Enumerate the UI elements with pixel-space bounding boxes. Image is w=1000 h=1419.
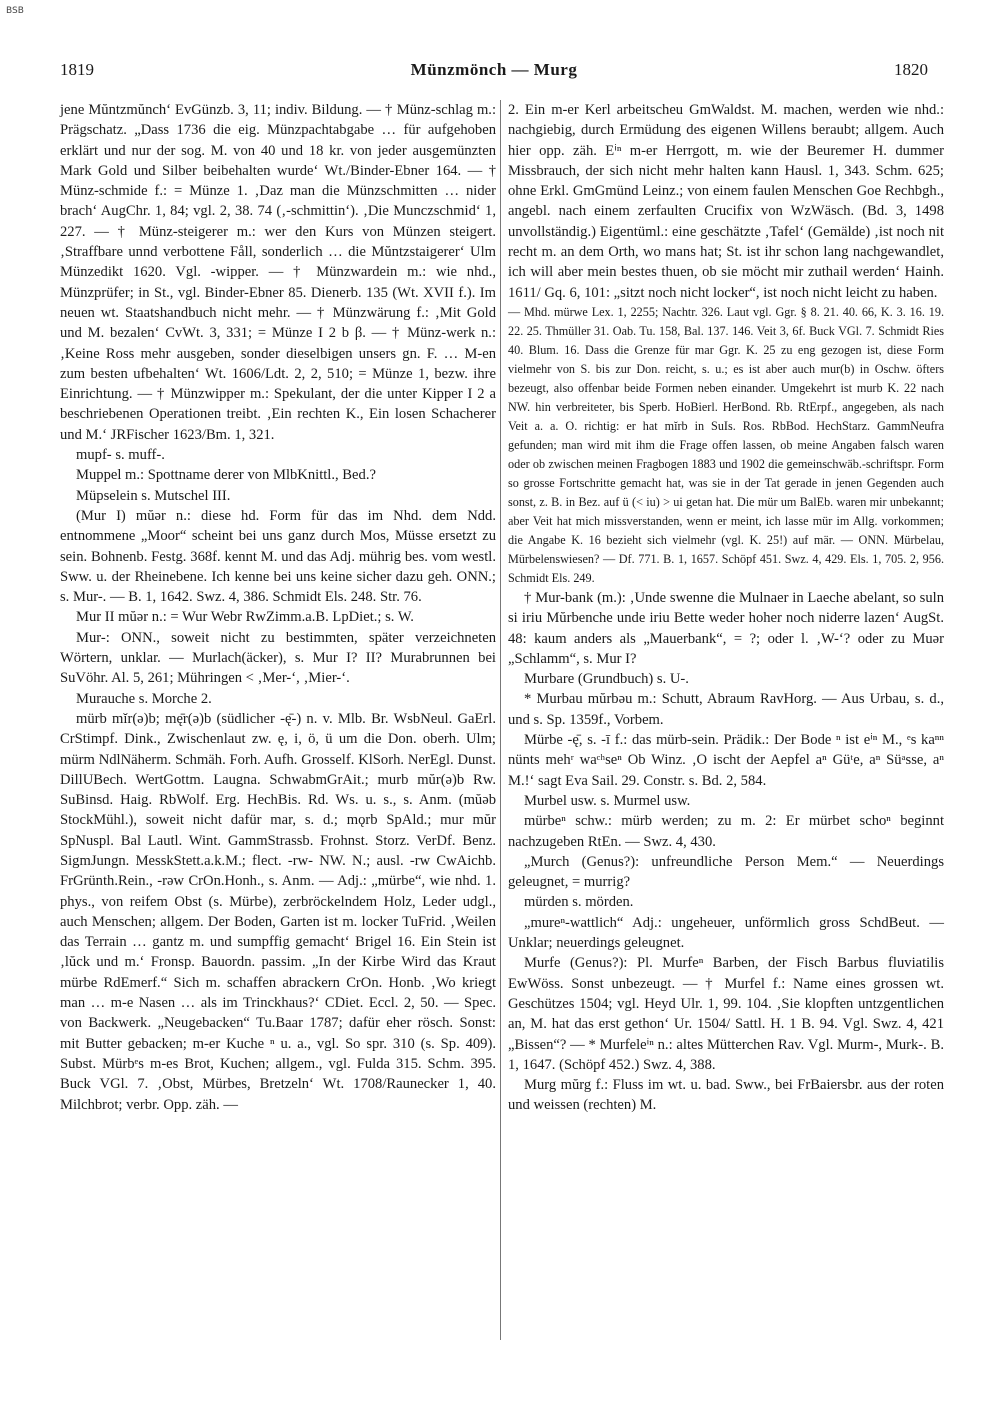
dictionary-entry: Murbel usw. s. Murmel usw. [524,792,691,809]
dictionary-entry: Mur II mŭər n.: = Wur Webr RwZimm.a.B. LpDiet.; s. W. [76,609,414,626]
dictionary-entry: * Murbau mŭrbəu m.: Schutt, Abraum RavHorg. — Aus Urbau, s. d., und s. Sp. 1359f., Vorbem. [508,691,944,728]
page-header [60,60,928,84]
dictionary-entry: mürbeⁿ schw.: mürb werden; zu m. 2: Er mürbet schoⁿ beginnt nachzugeben RtEn. — Swz. 4, 430. [508,813,944,850]
library-stamp: BSB [6,6,24,16]
dictionary-entry: mürden s. mörden. [524,894,634,911]
dictionary-entry: mürb mĭr(ə)b; mę̄r(ə)b (südlicher -ę̄-) n. v. Mlb. Br. WsbNeul. GaErl. CrStimpf. Dink., Zwischenlaut zw. ę, i, ö, ü um die Don. oberh. Ulm; mürm NdlNäherm. Schmäh. Forh. Aufh. Grosself. KlSorh. NerEgl. Dunst. DillUBech. WertGottm. Laugna. SchwabmGrAit.; murb mŭr(ə)b Rw. SuBinsd. Haig. RbWolf. Erg. HechBis. Rd. Ws. u. s., s. Anm. (mŭəb StockMühl.), soweit nicht dafür mar, s. d.; mǫrb SpAld.; mur mŭr SpNuspl. Bal Lautl. Wint. GammStrassb. Frohnst. Storz. VerDf. Benz. SigmJungn. MesskStett.a.k.M.; flect. -rw- NW. N.; ausl. -rw CwAichb. FrGrünth.Rein., -rəw CrOn.Honh., s. Anm. — Adj.: „mürbe“, wie nhd. 1. phys., von reifem Obst (s. Mürbe), zerbröckelndem Holz, Leder udgl., auch Menschen; allgem. Der Boden, Garten ist m. locker TuFrid. ‚Weilen das Terrain … gantz m. und sumpffig gemacht‘ Brigel 16. Ein Stein ist ‚lŭck und m.‘ Fronsp. Bauordn. passim. „In der Kirbe Wird das Kraut mürbe RdEmerf.“ Sich m. schaffen abrackern CrOn. Honb. ‚Wo kriegt man … m-e Nasen … als im Trinckhaus?‘ CDiet. Eccl. 2, 50. — Spec. von Backwerk. „Neugebacken“ Tu.Baar 1787; dafür eher rösch. Sonst: mit Butter gebacken; m-er Kuche ⁿ u. a., vgl. So spr. 310 (s. Sp. 409). Subst. Mürbᵉs m-es Brot, Kuchen; allgem., vgl. Fulda 315. Schm. 395. Buck VGl. 7. ‚Obst, Mürbes, Bretzeln‘ Wt. 1708/Raunecker 1, 40. Milchbrot; verbr. Opp. zäh. — [60,710,496,1113]
dictionary-entry: Murbare (Grundbuch) s. U-. [524,671,689,688]
dictionary-entry: † Mur-bank (m.): ‚Unde swenne die Mulnaer in Laeche abelant, so suln si iriu Mŭrbenche unde iriu Bette weder hoher noch niderre lazen‘ AugSt. 48: kaum anders als „Mauerbank“, = ?; oder l. ‚W-‘? oder zu Muər „Schlamm“, s. Mur I? [508,589,944,667]
dictionary-entry: Mürbe -ę̄, s. -ī f.: das mürb-sein. Prädik.: Der Bode ⁿ ist eⁱⁿ M., ᵉs kaⁿⁿ nünts mehʳ waᶜʰseⁿ Ob Winz. ‚O ischt der Aepfel aⁿ Güᵗe, aⁿ Süᵃsse, aⁿ M.!‘ sagt Eva Sail. 29. Constr. s. Bd. 2, 584. [508,732,944,789]
dictionary-entry: Müpselein s. Mutschel III. [76,487,231,504]
dictionary-entry: — Mhd. mürwe Lex. 1, 2255; Nachtr. 326. Laut vgl. Ggr. § 8. 21. 40. 66, K. 3. 16. 19. 22. 25. Thmüller 31. Oab. Tu. 158, Bal. 137. 146. Veit 3, 6f. Buck VGl. 7. Schmidt Ries 40. Blum. 16. Dass die Grenze für mar Ggr. K. 25 zu eng gezogen ist, diese Form vielmehr von S. bis zur Don. reicht, s. u.; es ist aber auch mur(b) in Oschw. öfters bezeugt, also offenbar beide Formen neben einander. Umgekehrt ist murb K. 22 nach NW. hin verbreiteter, bis Sperb. HoBierl. HerBond. Rb. RtErpf., angegeben, als nach Veit a. a. O. richtig: er hat mĭrb in SuIs. Ros. RbBod. HechStarz. GammNeufra gefunden; man wird mit ihm die Frage offen lassen, ob meine Angaben falsch waren oder ob zwischen meinen Fragbogen 1883 und 1902 die gemeinschwäb.-schriftspr. Form so grosse Fortschritte gemacht hat, was sie in der Tat gerade in jenen Gegenden auch sonst, z. B. in Bez. auf ü (< iu) > ui getan hat. Die mür um BalEb. waren mir unbekannt; aber Veit hat mich missverstanden, wenn er meint, ich lasse mür im Allg. vorkommen; die Angabe K. 16 bezieht sich vielmehr (vgl. K. 25!) auf mär. — ONN. Mürbelau, Mürbelenswiesen? — Df. 771. B. 1, 1657. Schöpf 451. Swz. 4, 429. Els. 1, 705. 2, 956. Schmidt Els. 249. [508,304,944,585]
left-column [60,100,496,1115]
page-number-right: 1820 [894,60,928,79]
running-title: Münzmönch — Murg [410,60,578,79]
page-number-left: 1819 [60,60,94,79]
dictionary-entry: (Mur I) mŭər n.: diese hd. Form für das im Nhd. dem Ndd. entnommene „Moor“ scheint bei uns ganz durch Mos, Müsse ersetzt zu sein. Bohnenb. Festg. 368f. kennt M. und das Adj. mührig bes. vom westl. Sww. u. der Rheinebene. Ich kenne bei uns keine sicher dazu geh. ONN.; s. Mur-. — B. 1, 1642. Swz. 4, 386. Schmidt Els. 248. Str. 76. [60,507,496,606]
dictionary-entry: Muppel m.: Spottname derer von MlbKnittl., Bed.? [76,467,376,484]
dictionary-entry: jene Mŭntzmŭnch‘ EvGünzb. 3, 11; indiv. Bildung. — † Münz-schlag m.: Prägschatz. „Dass 1736 die eig. Münzpachtabgabe … für aufgehoben erklärt und nur der sog. M. von 40 und 18 kr. von jeder ausgemünzten Mark Gold und Silber beibehalten wurde‘ Wt./Binder-Ebner 164. — † Münz-schmide f.: = Münze 1. ‚Daz man die Münzschmitten … nider brach‘ AugChr. 1, 84; vgl. 2, 38. 74 (‚-schmittin‘). ‚Die Munczschmid‘ 1, 227. — † Münz-steigerer m.: wer den Kurs von Münzen steigert. ‚Straffbare unnd verbottene Fåll, sonderlich … die Mŭntzstaigerer‘ Ulm Münzedikt 1620. Vgl. -wipper. — † Münzwardein m.: wie nhd., Münzprüfer; in St., vgl. Binder-Ebner 85. Dienerb. 135 (Wt. XVII f.). Im neuen wt. Staatshandbuch nicht mehr. — † Münzwärung f.: ‚Mit Gold und M. bezalen‘ CvWt. 3, 331; = Münze I 2 b β. — † Münz-werk n.: ‚Keine Ross mehr ausgeben, sonder dieselbigen unsers gn. F. … M-en zum besten ufbehalten‘ Wt. 1606/Ldt. 2, 2, 510; = Münze 1, bezw. ihre Einrichtung. — † Münzwipper m.: Spekulant, der die unter Kipper I 2 a beschriebenen Operationen treibt. ‚Ein rechten K., Ein losen Schacherer und M.‘ JRFischer 1623/Bm. 1, 321. [60,102,496,443]
dictionary-entry: Murauche s. Morche 2. [76,690,212,707]
right-column [508,100,944,1116]
dictionary-entry: „mureⁿ-wattlich“ Adj.: ungeheuer, unförmlich gross SchdBeut. — Unklar; neuerdings geleugnet. [508,914,944,952]
dictionary-entry: mupf- s. muff-. [76,447,165,464]
dictionary-entry: Murg mŭrg f.: Fluss im wt. u. bad. Sww., bei FrBaiersbr. aus der roten und weissen (rechten) M. [508,1077,944,1114]
dictionary-entry: 2. Ein m-er Kerl arbeitscheu GmWaldst. M. machen, werden wie nhd.: nachgiebig, durch Ermüdung des eigenen Willens beraubt; allgem. Auch hier opp. zäh. Eⁱⁿ m-er Herrgott, m. wie der Beuremer H. dummer Missbrauch, der sich nicht mehr halten kann Hausl. 1, 343. Schm. 625; ohne Erkl. GmGmünd Leinz.; von einem faulen Menschen Goe Rechbgh., angebl. nach einem zerfaulten Crucifix von WzWäsch. (Bd. 3, 1498 unvollständig.) Eigentüml.: eine geschätzte ‚Tafel‘ (Gemälde) ‚ist noch nit recht m. an dem Orth, wo mans hat; St. ist ihr schon lang nachgewandlet, ich will aber mein bestes thuen, ob sie möcht mir zuthail werden‘ Hainh. 1611/ Gq. 6, 101: „sitzt noch nicht locker“, ist noch nicht leicht zu haben. [508,102,944,301]
column-divider [500,100,501,1340]
dictionary-entry: „Murch (Genus?): unfreundliche Person Mem.“ — Neuerdings geleugnet, = murrig? [508,853,944,891]
dictionary-entry: Mur-: ONN., soweit nicht zu bestimmten, später verzeichneten Wörtern, unklar. — Murlach(äcker), s. Mur I? II? Murabrunnen bei SuVöhr. Al. 5, 261; Mühringen < ‚Mer-‘, ‚Mier-‘. [60,629,496,687]
dictionary-entry: Murfe (Genus?): Pl. Murfeⁿ Barben, der Fisch Barbus fluviatilis EwWöss. Sonst unbezeugt. — † Murfel f.: Name eines grossen wt. Geschützes 1504; vgl. Heyd Ulr. 1, 99. 104. ‚Sie klopften untzgentlichen an, M. hat das erst gethon‘ Ur. 1504/ Sattl. H. 1 B. 94. Vgl. Swz. 4, 421 „Bissen“? — * Murfeleⁱⁿ n.: altes Mütterchen Rav. Vgl. Murm-, Murk-. B. 1, 1647. (Schöpf 452.) Swz. 4, 388. [508,955,944,1073]
